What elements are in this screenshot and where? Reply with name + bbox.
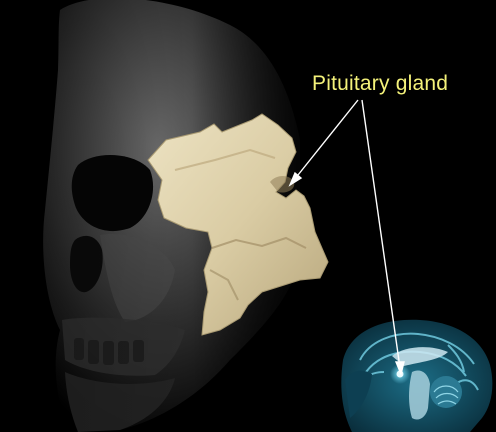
brain-cross-section [341, 320, 492, 432]
pituitary-gland-label: Pituitary gland [312, 72, 449, 95]
